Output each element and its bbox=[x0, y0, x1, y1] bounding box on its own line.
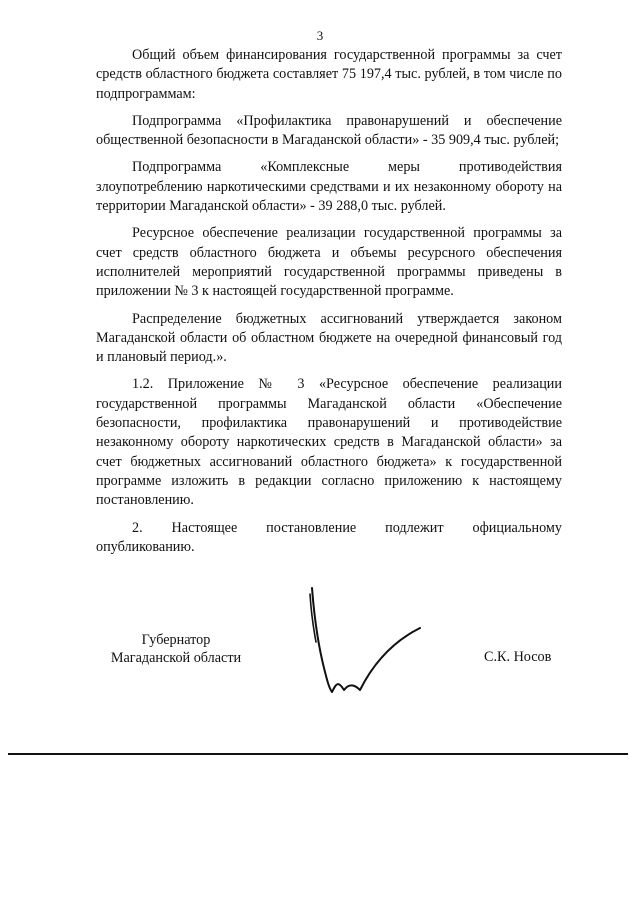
paragraph-subprogram-drugs: Подпрограмма «Комплексные меры противодействия злоупотреблению наркотическими средствами и их незаконному обороту на территории Магаданской области» - 39 288,0 тыс. рублей. bbox=[96, 159, 562, 215]
paragraph-total-funding: Общий объем финансирования государственной программы за счет средств областного бюджета составляет 75 197,4 тыс. рублей, в том числе по подпрограммам: bbox=[96, 47, 562, 102]
page-number: 3 bbox=[316, 28, 324, 43]
bottom-divider bbox=[8, 753, 628, 755]
paragraph-appendix-amendment: 1.2. Приложение № 3 «Ресурсное обеспечение реализации государственной программы Магаданской области «Обеспечение безопасности, профилактика правонарушений и противодействие незаконному обороту наркотических средств в Магаданской области» за счет бюджетных ассигнований областного бюджета» к государственной программе изложить в редакции согласно приложению к настоящему постановлению. bbox=[96, 376, 562, 509]
paragraph-subprogram-prevention: Подпрограмма «Профилактика правонарушений и обеспечение общественной безопасности в Магаданской области» - 35 909,4 тыс. рублей; bbox=[96, 112, 562, 149]
paragraph-resource-provision: Ресурсное обеспечение реализации государственной программы за счет средств областного бюджета и объемы ресурсного обеспечения исполнителей мероприятий государственной программы приведены в приложении № 3 к настоящей государственной программе. bbox=[96, 225, 562, 300]
handwritten-signature bbox=[296, 584, 436, 704]
signatory-title-line1: Губернатор bbox=[141, 632, 211, 648]
signatory-name: С.К. Носов bbox=[484, 649, 552, 665]
paragraph-publication: 2. Настоящее постановление подлежит официальному опубликованию. bbox=[96, 519, 562, 555]
signatory-title-line2: Магаданской области bbox=[110, 650, 242, 666]
signatory-title bbox=[96, 631, 256, 667]
document-body bbox=[96, 46, 562, 564]
paragraph-budget-distribution: Распределение бюджетных ассигнований утверждается законом Магаданской области об областном бюджете на очередной финансовый год и плановый период.». bbox=[96, 310, 562, 366]
